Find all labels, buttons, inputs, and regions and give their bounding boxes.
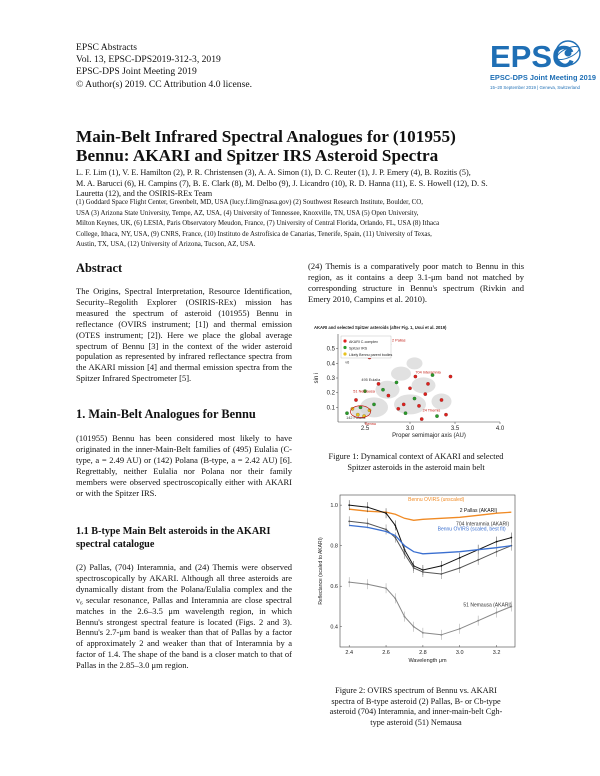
data-point	[387, 394, 390, 397]
title-line: Bennu: AKARI and Spitzer IRS Asteroid Spectra	[76, 146, 439, 165]
data-point	[444, 413, 447, 416]
data-point	[413, 397, 416, 400]
spectrum-point	[394, 597, 396, 599]
affiliation-line: USA (3) Arizona State University, Tempe, AZ, USA, (4) University of Tennessee, Knoxville, TN, USA (5) Open University,	[76, 209, 419, 217]
affiliation-line: (1) Goddard Space Flight Center, Greenbelt, MD, USA (lucy.f.lim@nasa.gov) (2) Southwest Research Institute, Boulder, CO,	[76, 199, 423, 206]
spectrum-point	[459, 557, 461, 559]
x-tick-label: 3.2	[492, 650, 501, 656]
y-tick-label: 0.3	[326, 376, 335, 382]
spectrum-point	[404, 553, 406, 555]
y-tick-label: 0.2	[326, 390, 335, 397]
y-axis-label: sin i	[314, 372, 320, 384]
data-point	[354, 398, 357, 401]
y-tick-label: 0.8	[330, 543, 338, 550]
data-point	[397, 407, 400, 410]
density-blob	[391, 367, 411, 381]
data-point	[435, 414, 438, 417]
spectrum-point	[394, 525, 396, 527]
figure-1-caption-line: Spitzer asteroids in the asteroid main belt	[347, 462, 485, 472]
density-blob	[412, 377, 436, 393]
density-blob	[394, 394, 426, 414]
logo-wordmark: EPSC	[490, 39, 575, 74]
spectrum-point	[459, 567, 461, 569]
annotation-label: 51 Nemausa	[353, 389, 375, 394]
density-blob	[407, 357, 423, 369]
x-tick-label: 3.0	[405, 426, 415, 432]
legend-label: AKARI C-complex	[349, 340, 378, 344]
figure-2-caption-line: asteroid (704) Interamnia, and inner-main-belt Cgh-	[329, 707, 503, 717]
affiliation-line: Milton Keynes, UK, (6) LESIA, Paris Observatory Meudon, France, (7) University of Central Florida, Orlando, FL, USA (8) Ithaca	[76, 220, 440, 227]
data-point	[395, 381, 398, 384]
abstract-text: The Origins, Spectral Interpretation, Resource Identification, Security–Regolith Explorer (OSIRIS-REx) mission has measured the spectrum of asteroid (101955) Bennu in reflectance (OVIRS instrument; [1]) and thermal emission (OTES instrument; [2]). Here we place the global average spectrum of Bennu [3] in the context of the wider asteroid population as represented by infrared reflectance spectra from the AKARI mission [4] and thermal emission spectra from the Spitzer Infrared Spectrometer [5].	[76, 286, 292, 384]
data-point	[404, 412, 407, 415]
figure-2-caption-line: spectra of B-type asteroid (2) Pallas, B- or Cb-type	[331, 696, 501, 706]
spectrum-point	[477, 620, 479, 622]
x-axis-label: Proper semimajor axis (AU)	[392, 433, 466, 439]
spectrum-point	[348, 520, 350, 522]
data-point	[424, 392, 427, 395]
section-1-1-heading: 1.1 B-type Main Belt asteroids in the AKARI spectral catalogue	[76, 526, 271, 550]
paper-title	[76, 127, 536, 165]
annotation-label: 2 Pallas	[392, 338, 406, 343]
figure-1-caption	[308, 452, 524, 473]
figure-2-caption	[308, 686, 524, 728]
spectrum-point	[422, 632, 424, 634]
spectrum-point	[459, 628, 461, 630]
data-point	[345, 412, 348, 415]
y-tick-label: 0.1	[326, 405, 335, 412]
series-label: Bennu OVIRS (scaled, best fit)	[437, 526, 506, 533]
figure-1-caption-line: Figure 1: Dynamical context of AKARI and selected	[328, 452, 504, 461]
spectrum-point	[422, 571, 424, 573]
x-tick-label: 2.5	[360, 426, 370, 432]
affiliation-line: College, Ithaca, NY, USA, (9) CNRS, France, (10) Instituto de Astrofísica de Canarias, Tenerife, Spain, (11) University of Texas,	[76, 230, 432, 238]
data-point	[449, 375, 452, 378]
epsc-logo	[488, 36, 596, 96]
figure-1-scatter-plot	[310, 322, 510, 448]
spectrum-point	[367, 522, 369, 524]
x-tick-label: 2.6	[382, 650, 390, 656]
data-point	[408, 387, 411, 390]
legend-swatch	[343, 346, 346, 349]
spectrum-point	[385, 587, 387, 589]
y-tick-label: 0.6	[330, 584, 338, 591]
annotation-label: 495 Eulalia	[361, 377, 381, 382]
data-point	[359, 406, 362, 409]
data-point	[402, 403, 405, 406]
figure-2-caption-line: type asteroid (51) Nemausa	[370, 717, 462, 727]
spectrum-point	[440, 565, 442, 567]
right-column-text: (24) Themis is a comparatively poor match to Bennu in this region, as it contains a deep 3.1-μm band not matched by corresponding structure in Bennu's spectrum (Rivkin and Emery 2010, Campins et al. 2010).	[308, 261, 524, 304]
affiliation-list	[76, 198, 536, 251]
figure-1-title: AKARI and selected Spitzer asteroids (after Fig. 1, Usui et al. 2019)	[314, 325, 447, 330]
spectrum-point	[367, 583, 369, 585]
y-tick-label: 1.0	[330, 503, 338, 510]
section-1-1-text: (2) Pallas, (704) Interamnia, and (24) Themis were observed spectroscopically by AKARI. Although all three asteroids are dynamically distant from the Polana/Eulalia complex and the ν₆ secular resonance, Pallas and Interamnia are close spectral matches in the 2.6–3.5 μm wavelength region, in which Bennu's strongest spectral feature is located (Figs. 2 and 3). Bennu's 2.7-μm band is weaker than that of Pallas by a factor of approximately 2 and weaker than that of Interamnia by a factor of 1.4. The shape of the band is a closer match to that of Pallas in the 2.85–3.0 μm region.	[76, 562, 292, 671]
spectrum-point	[404, 616, 406, 618]
y-tick-label: 0.4	[326, 361, 335, 368]
logo-subtitle: EPSC-DPS Joint Meeting 2019	[490, 73, 596, 82]
abstract-heading: Abstract	[76, 261, 123, 275]
annotation-label: 142 Polana	[346, 416, 366, 421]
annotation-label: 704 Interamnia	[415, 370, 441, 375]
data-point	[377, 382, 380, 385]
annotation-label: 24 Themis	[422, 408, 441, 413]
section-1-heading: 1. Main-Belt Analogues for Bennu	[76, 407, 256, 421]
abstract-header	[76, 42, 252, 91]
spectrum-point	[348, 581, 350, 583]
y-axis-label: Reflectance (scaled to AKARI)	[318, 537, 324, 605]
x-tick-label: 2.8	[419, 650, 427, 656]
author-line: L. F. Lim (1), V. E. Hamilton (2), P. R. Christensen (3), A. A. Simon (1), D. C. Reuter (1), J. P. Emery (4), B. Rozitis (5),	[76, 168, 471, 177]
x-tick-label: 3.0	[455, 650, 464, 656]
series-label: 2 Pallas (AKARI)	[459, 508, 498, 515]
series-label: 51 Nemausa (AKARI)	[463, 602, 512, 609]
author-list	[76, 168, 536, 200]
spectrum-point	[367, 506, 369, 508]
legend-label: Likely Bennu parent bodies	[349, 353, 393, 357]
x-tick-label: 3.5	[450, 426, 460, 432]
spectrum-point	[496, 551, 498, 553]
header-volume: Vol. 13, EPSC-DPS2019-312-3, 2019	[76, 54, 221, 66]
spectrum-point	[385, 529, 387, 531]
figure-1-legend	[341, 336, 393, 358]
title-line: Main-Belt Infrared Spectral Analogues for (101955)	[76, 127, 456, 146]
header-meeting: EPSC-DPS Joint Meeting 2019	[76, 66, 197, 78]
data-point	[440, 398, 443, 401]
logo-dates: 15–20 September 2019 | Geneva, Switzerland	[490, 85, 580, 90]
header-license: © Author(s) 2019. CC Attribution 4.0 license.	[76, 78, 252, 90]
x-tick-label: 4.0	[495, 426, 505, 432]
data-point	[381, 388, 384, 391]
legend-label: Spitzer IRS	[349, 346, 368, 351]
spectrum-point	[440, 634, 442, 636]
figure-2-caption-line: Figure 2: OVIRS spectrum of Bennu vs. AKARI	[335, 686, 497, 695]
spectrum-point	[348, 504, 350, 506]
series-label: 704 Interamnia (AKARI)	[456, 521, 510, 528]
spectrum-point	[477, 559, 479, 561]
author-line: M. A. Barucci (6), H. Campins (7), B. E. Clark (8), M. Delbo (9), J. Licandro (10), R. D. Hanna (11), E. S. Howell (12), D. S.	[76, 178, 488, 188]
data-point	[372, 403, 375, 406]
header-journal: EPSC Abstracts	[76, 42, 138, 53]
x-axis-label: Wavelength μm	[408, 658, 447, 664]
annotation-label: ν6	[345, 360, 350, 365]
x-tick-label: 2.4	[345, 650, 354, 656]
series-label: Bennu OVIRS (unscaled)	[408, 497, 465, 504]
legend-swatch	[343, 352, 346, 355]
author-line: Lauretta (12), and the OSIRIS-REx Team	[76, 189, 213, 199]
spectrum-point	[496, 541, 498, 543]
section-1-text: (101955) Bennu has been considered most likely to have originated in the inner-Main-Belt families of (495) Eulalia (C-type, a = 2.49 AU) or (142) Polana (B-type, a = 2.42 AU) [6]. Regrettably, neither Eulalia nor Polana nor their family members were observed spectroscopically either with AKARI or with the Spitzer IRS.	[76, 433, 292, 498]
annotation-label: Bennu	[365, 421, 376, 426]
data-point	[414, 375, 417, 378]
spectrum-point	[496, 612, 498, 614]
spectrum-point	[440, 573, 442, 575]
spectrum-point	[413, 626, 415, 628]
data-point	[420, 417, 423, 420]
legend-swatch	[343, 339, 346, 342]
spectrum-point	[385, 512, 387, 514]
data-point	[417, 404, 420, 407]
spectrum-point	[510, 537, 512, 539]
y-tick-label: 0.4	[330, 624, 338, 631]
data-point	[426, 382, 429, 385]
figure-2-spectra-plot	[310, 487, 522, 667]
affiliation-line: Austin, TX, USA, (12) University of Arizona, Tucson, AZ, USA.	[76, 241, 256, 248]
y-tick-label: 0.5	[326, 346, 335, 353]
spectrum-point	[413, 567, 415, 569]
